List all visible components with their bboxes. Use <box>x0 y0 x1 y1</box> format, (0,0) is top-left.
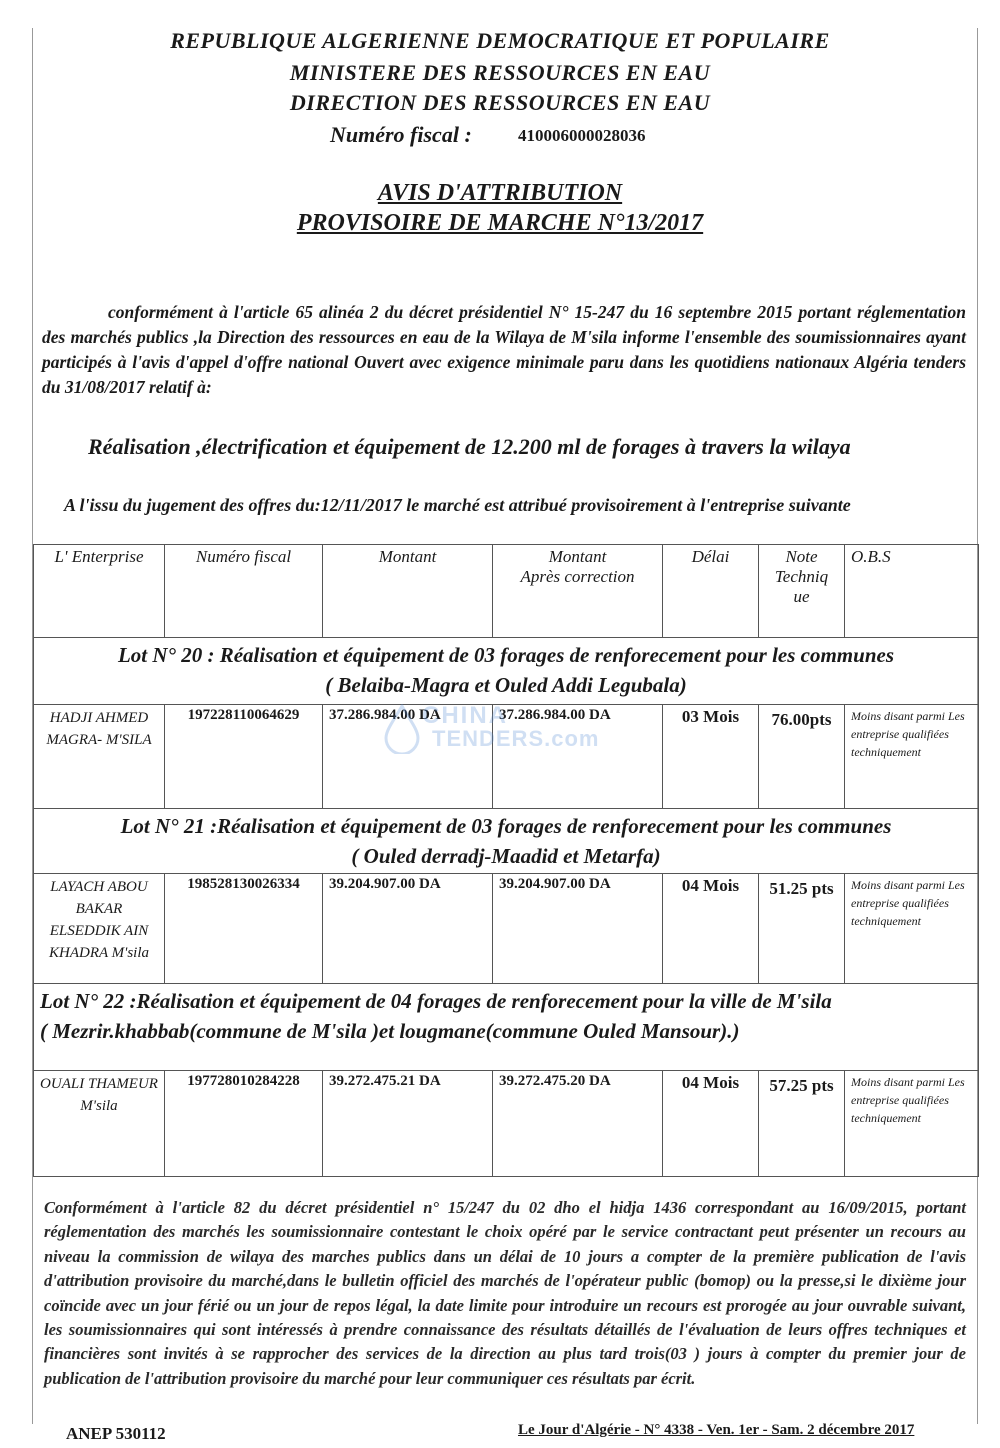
lot-title-line1: Lot N° 22 :Réalisation et équipement de 04 forages de renforecement pour la ville de M'sila <box>40 989 832 1013</box>
obs-cell: Moins disant parmi Les entreprise qualifiées techniquement <box>845 1071 979 1177</box>
table-row <box>34 1071 979 1177</box>
table-row <box>34 874 979 984</box>
note-cell: 51.25 pts <box>759 874 845 984</box>
fiscal-cell: 198528130026334 <box>165 874 323 984</box>
watermark-text-line2: TENDERS.com <box>432 726 600 751</box>
obs-cell: Moins disant parmi Les entreprise qualifiées techniquement <box>845 874 979 984</box>
fiscal-number: 410006000028036 <box>518 126 646 145</box>
col-header-amount-corrected <box>493 545 663 638</box>
col-header-amount: Montant <box>323 545 493 638</box>
fiscal-label: Numéro fiscal : <box>330 122 472 147</box>
amount-corrected-cell: 39.204.907.00 DA <box>493 874 663 984</box>
award-table <box>33 544 979 1177</box>
notice-title-line1: AVIS D'ATTRIBUTION <box>377 180 623 206</box>
amount-cell: 37.286.984.00 DA <box>323 705 493 809</box>
lot-title-cell <box>34 809 979 874</box>
amount-cell: 39.204.907.00 DA <box>323 874 493 984</box>
lot-title-line2: ( Mezrir.khabbab(commune de M'sila )et lougmane(commune Ouled Mansour).) <box>40 1019 740 1043</box>
lot-title-cell <box>34 638 979 705</box>
lot-header-row <box>34 809 979 874</box>
legal-recourse-paragraph: Conformément à l'article 82 du décret présidentiel n° 15/247 du 02 dho el hidja 1436 correspondant au 16/09/2015, portant réglementation des marchés les soumissionnaire contestant le choix opéré par le service contractant peut présenter un recours au niveau la commission de wilaya des marches publics dans un délai de 10 jours a compter de la première publication de l'avis d'attribution provisoire du marché,dans le bulletin officiel des marchés de l'opérateur public (bomop) ou la presse,si le dixième jour coïncide avec un jour férié ou un jour de repos légal, la date limite pour introduire un recours est prorogée au jour ouvrable suivant, les soumissionnaires qui sont intéressés à prendre connaissance des résultats détaillés de l'évaluation de leurs offres techniques et financières sont invités à se rapprocher des services de la direction au plus tard trois(03 ) jours à compter du premier jour de publication de l'attribution provisoire du marché pour leur communiquer ces résultats par écrit. <box>44 1198 966 1388</box>
fiscal-cell: 197228110064629 <box>165 705 323 809</box>
delay-cell: 03 Mois <box>663 705 759 809</box>
delay-cell: 04 Mois <box>663 874 759 984</box>
header-ministry: MINISTERE DES RESSOURCES EN EAU <box>289 60 711 85</box>
anep-reference: ANEP 530112 <box>66 1424 166 1443</box>
enterprise-cell: HADJI AHMED MAGRA- M'SILA <box>34 705 165 809</box>
header-direction: DIRECTION DES RESSOURCES EN EAU <box>289 90 711 115</box>
lot-header-row <box>34 638 979 705</box>
lot-title-line2: ( Ouled derradj-Maadid et Metarfa) <box>351 844 661 868</box>
journal-reference: Le Jour d'Algérie - N° 4338 - Ven. 1er - Sam. 2 décembre 2017 <box>518 1422 915 1438</box>
award-statement: A l'issu du jugement des offres du:12/11/2017 le marché est attribué provisoirement à l'entreprise suivante <box>64 495 851 515</box>
project-subject: Réalisation ,électrification et équipement de 12.200 ml de forages à travers la wilaya <box>88 434 851 459</box>
table-header-row <box>34 545 979 638</box>
watermark-drop-icon <box>382 704 422 754</box>
col-header-fiscal: Numéro fiscal <box>165 545 323 638</box>
watermark-logo <box>382 700 622 756</box>
col-header-enterprise: L' Enterprise <box>34 545 165 638</box>
lot-title-cell <box>34 984 979 1071</box>
lot-title-line1: Lot N° 20 : Réalisation et équipement de 03 forages de renforecement pour les communes <box>117 643 894 667</box>
col-header-delay: Délai <box>663 545 759 638</box>
notice-title-line2: PROVISOIRE DE MARCHE N°13/2017 <box>296 210 704 236</box>
amount-corrected-header-line2: Après correction <box>520 567 635 586</box>
obs-cell: Moins disant parmi Les entreprise qualifiées techniquement <box>845 705 979 809</box>
col-header-note: Note Techniq ue <box>759 545 845 638</box>
note-cell: 57.25 pts <box>759 1071 845 1177</box>
watermark-text-line1: CHINA <box>422 702 508 729</box>
enterprise-cell: LAYACH ABOU BAKAR ELSEDDIK AIN KHADRA M'sila <box>34 874 165 984</box>
lot-title-line2: ( Belaiba-Magra et Ouled Addi Legubala) <box>325 673 687 697</box>
amount-corrected-header-line1: Montant <box>548 547 607 566</box>
col-header-obs: O.B.S <box>845 545 979 638</box>
lot-header-row <box>34 984 979 1071</box>
enterprise-cell: OUALI THAMEUR M'sila <box>34 1071 165 1177</box>
lot-title-line1: Lot N° 21 :Réalisation et équipement de 03 forages de renforecement pour les communes <box>120 814 892 838</box>
header-republic: REPUBLIQUE ALGERIENNE DEMOCRATIQUE ET POPULAIRE <box>170 28 830 53</box>
amount-corrected-cell: 39.272.475.20 DA <box>493 1071 663 1177</box>
delay-cell: 04 Mois <box>663 1071 759 1177</box>
amount-cell: 39.272.475.21 DA <box>323 1071 493 1177</box>
amount-corrected-cell: 37.286.984.00 DA <box>493 705 663 809</box>
fiscal-cell: 197728010284228 <box>165 1071 323 1177</box>
note-cell: 76.00pts <box>759 705 845 809</box>
intro-paragraph: conformément à l'article 65 alinéa 2 du décret présidentiel N° 15-247 du 16 septembre 2015 portant réglementation des marchés publics ,la Direction des ressources en eau de la Wilaya de M'sila informe l'ensemble des soumissionnaires ayant participés à l'avis d'appel d'offre national Ouvert avec exigence minimale paru dans les quotidiens nationaux Algéria tenders du 31/08/2017 relatif à: <box>42 302 966 397</box>
